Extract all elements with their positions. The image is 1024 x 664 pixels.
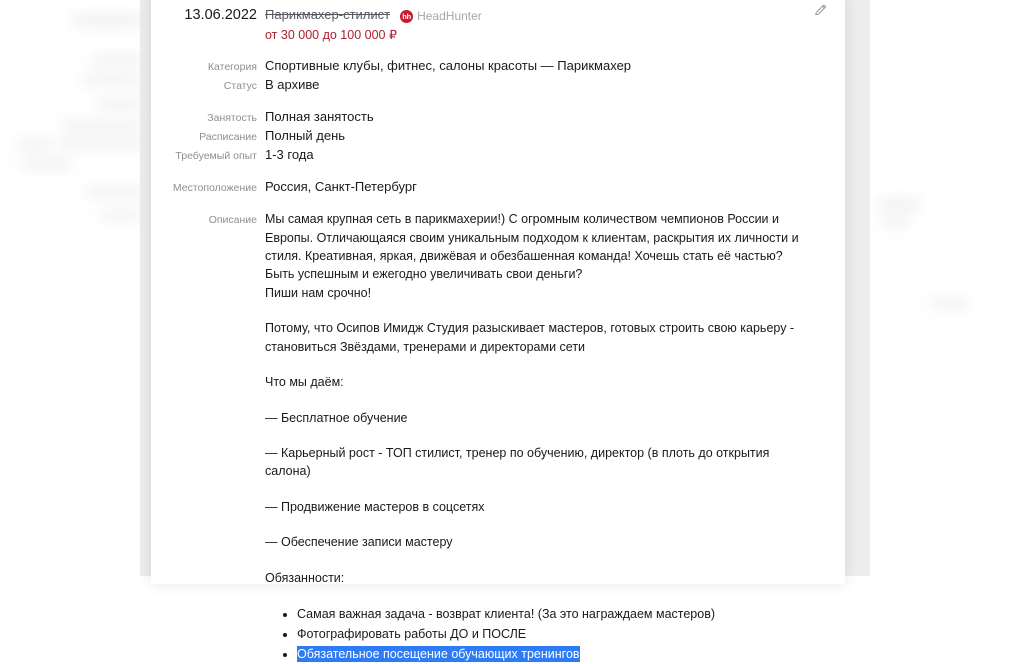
vacancy-salary-row bbox=[151, 27, 821, 44]
field-value: 1-3 года bbox=[265, 147, 314, 163]
vacancy-header bbox=[151, 5, 821, 26]
description-paragraph: Пиши нам срочно! bbox=[265, 285, 372, 300]
field-label: Местоположение bbox=[172, 182, 257, 195]
duties-list bbox=[265, 604, 810, 664]
field-group-category bbox=[151, 57, 821, 95]
field-group-employment bbox=[151, 108, 821, 165]
list-item-text-selected[interactable]: Обязательное посещение обучающих тренингов bbox=[297, 646, 580, 661]
field-label: Требуемый опыт bbox=[175, 150, 257, 163]
field-value: В архиве bbox=[265, 77, 320, 93]
description-paragraph: — Обеспечение записи мастеру bbox=[265, 535, 453, 550]
field-value: Спортивные клубы, фитнес, салоны красоты — Парикмахер bbox=[265, 58, 632, 74]
field-group-location bbox=[151, 178, 821, 197]
field-value: Полная занятость bbox=[265, 109, 374, 125]
field-row-description bbox=[151, 210, 821, 664]
description-paragraph: Обязанности: bbox=[265, 570, 345, 585]
vacancy-content bbox=[151, 0, 845, 661]
field-label: Категория bbox=[207, 61, 257, 74]
description-paragraph: — Продвижение мастеров в соцсетях bbox=[265, 499, 485, 514]
field-row-status bbox=[151, 76, 821, 95]
source-name: HeadHunter bbox=[417, 9, 482, 24]
headhunter-icon: hh bbox=[400, 10, 413, 23]
field-row-category bbox=[151, 57, 821, 76]
field-label: Расписание bbox=[199, 131, 257, 144]
description-paragraph: Мы самая крупная сеть в парикмахерии!) С огромным количеством чемпионов России и Европы. Отличающаяся своим уникальным подходом к клиентам, раскрытия их личности и стиля. Креативная, яркая, движёвая и обезбашенная команда! Хочешь стать её частью? Быть успешным и ежегодно увеличивать свои деньги? bbox=[265, 212, 799, 282]
description-paragraph: Потому, что Осипов Имидж Студия разыскивает мастеров, готовых строить свою карьеру - становиться Звёздами, тренерами и директорами сети bbox=[265, 321, 795, 354]
list-item bbox=[297, 624, 810, 644]
description-body bbox=[265, 210, 810, 664]
description-paragraph: Что мы даём: bbox=[265, 375, 344, 390]
vacancy-detail-modal bbox=[151, 0, 845, 661]
field-value: Полный день bbox=[265, 128, 346, 144]
field-row-experience bbox=[151, 146, 821, 165]
list-item-text: Фотографировать работы ДО и ПОСЛЕ bbox=[297, 626, 527, 641]
description-paragraph: — Карьерный рост - ТОП стилист, тренер по обучению, директор (в плоть до открытия салона) bbox=[265, 445, 770, 479]
field-row-schedule bbox=[151, 127, 821, 146]
vacancy-title: Парикмахер-стилист bbox=[265, 7, 391, 22]
description-paragraph: — Бесплатное обучение bbox=[265, 410, 408, 425]
field-label: Статус bbox=[223, 80, 257, 93]
field-row-employment bbox=[151, 108, 821, 127]
vacancy-salary: от 30 000 до 100 000 ₽ bbox=[265, 28, 397, 43]
list-item bbox=[297, 644, 810, 664]
list-item bbox=[297, 604, 810, 624]
vacancy-date: 13.06.2022 bbox=[184, 7, 257, 23]
description-label: Описание bbox=[208, 214, 257, 227]
vacancy-source bbox=[400, 7, 482, 26]
field-value: Россия, Санкт-Петербург bbox=[265, 179, 417, 195]
list-item-text: Самая важная задача - возврат клиента! (За это награждаем мастеров) bbox=[297, 606, 716, 621]
field-row-location bbox=[151, 178, 821, 197]
field-label: Занятость bbox=[207, 112, 257, 125]
